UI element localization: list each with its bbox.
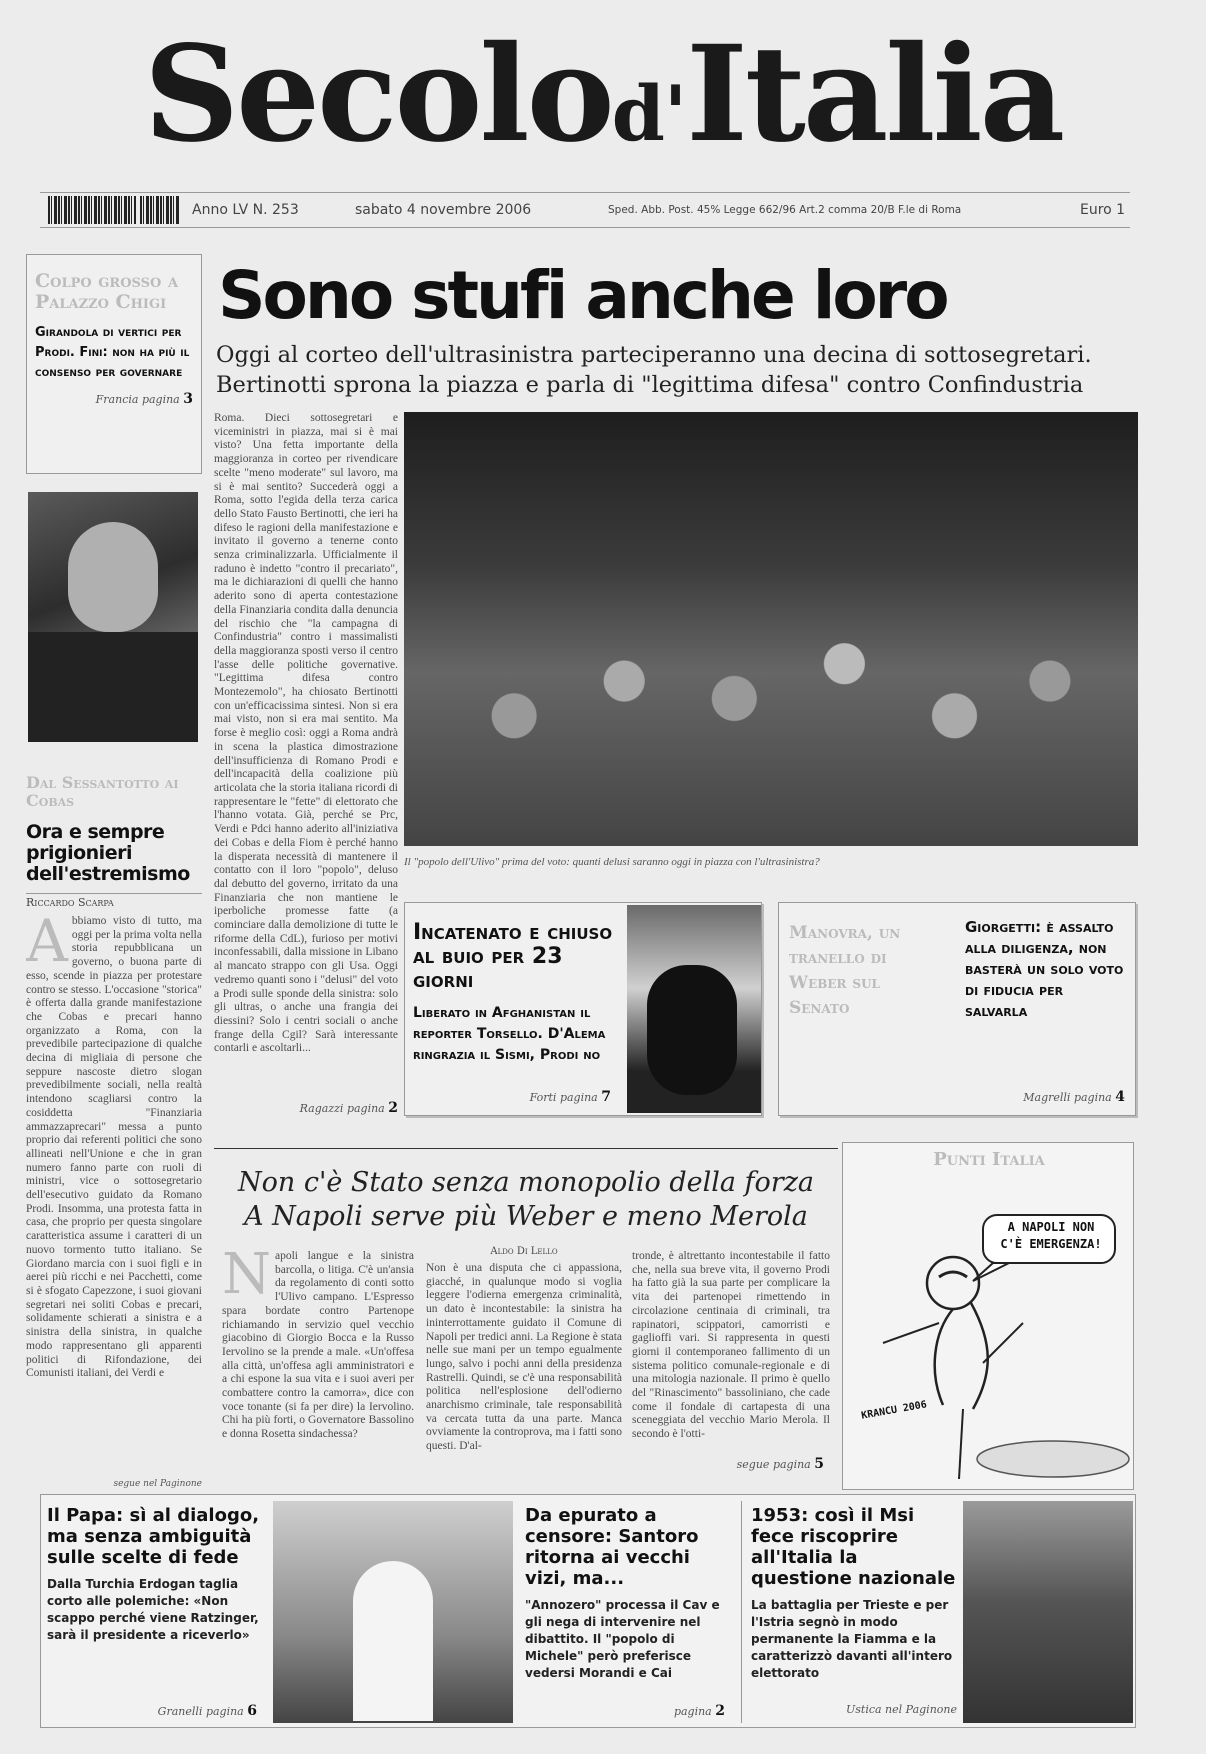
price: Euro 1 bbox=[1080, 202, 1126, 218]
postal-info: Sped. Abb. Post. 45% Legge 662/96 Art.2 comma 20/B F.le di Roma bbox=[608, 204, 962, 216]
masthead-logo: Secolod'Italia bbox=[143, 17, 1063, 172]
napoli-col2: Non è una disputa che ci appassiona, giacché, in qualunque modo si voglia leggere l'odierna emergenza criminalità, un dato è incontestabile: la sinistra ha ininterrottamente guidato il Comune di Napoli per tredici anni. La Regione è stata nelle sue mani per un tempo egualmente lungo, salvo i pochi anni della presidenza Rastrelli. Quindi, se c'è una responsabilità politica nell'esplosione dell'odierno anarchismo criminale, tale responsabilità va cercata tutta da una parte. Manca ovviamente la controprova, ma i fatti sono questi. D'al- bbox=[426, 1262, 622, 1453]
barcode-icon bbox=[48, 196, 136, 224]
santoro-story[interactable] bbox=[525, 1505, 737, 1725]
giorgetti-story[interactable] bbox=[778, 902, 1136, 1116]
main-photo bbox=[404, 412, 1138, 846]
giorgetti-ref: Magrelli pagina 4 bbox=[1023, 1089, 1125, 1105]
napoli-dropcap: N bbox=[222, 1250, 271, 1307]
main-photo-caption: Il "popolo dell'Ulivo" prima del voto: quanti delusi saranno oggi in piazza con l'ultrasinistra? bbox=[404, 856, 820, 868]
left-column bbox=[26, 254, 202, 1504]
napoli-col1: Napoli langue e la sinistra barcolla, o litiga. C'è un'ansia da regolamento di conti sotto l'Ulivo campano. L'Espresso spara bordate contro Partenope richiamando in servizio quel vecchio giacobino di Giorgio Bocca e la Russo Iervolino se la prende a male. «Un'offesa alla città, un'offesa agli amministratori e a chi espone la sua vita e i suoi averi per combattere contro la camorra», dice con voce tonante (si fa per dire) la Iervolino. Chi ha più forti, o Governatore Bassolino e donna Rosetta sindachessa? bbox=[222, 1250, 414, 1441]
giorgetti-title: Giorgetti: è assalto alla diligenza, non basterà un solo voto di fiducia per salvarla bbox=[965, 918, 1124, 1020]
napoli-ref: segue pagina 5 bbox=[736, 1456, 824, 1472]
napoli-title[interactable]: Non c'è Stato senza monopolio della forza A Napoli serve più Weber e meno Merola bbox=[237, 1167, 815, 1232]
issue-number: Anno LV N. 253 bbox=[192, 202, 299, 218]
msi-ref: Ustica nel Paginone bbox=[845, 1703, 957, 1716]
main-subheadline: Oggi al corteo dell'ultrasinistra parteciperanno una decina di sottosegretari. Bertinotti sprona la piazza e parla di "legittima difesa" contro Confindustria bbox=[216, 342, 1092, 398]
papa-story[interactable] bbox=[47, 1505, 267, 1725]
msi-story[interactable] bbox=[751, 1505, 957, 1725]
bottom-divider bbox=[741, 1501, 742, 1723]
issue-info-bar bbox=[40, 192, 1130, 228]
left-top-title: Girandola di vertici per Prodi. Fini: non ha più il consenso per governare bbox=[35, 325, 190, 380]
torsello-ref: Forti pagina 7 bbox=[529, 1089, 611, 1105]
papa-figure bbox=[353, 1561, 433, 1721]
editorial-title: Ora e sempre prigionieri dell'estremismo bbox=[26, 821, 190, 885]
left-top-story[interactable] bbox=[26, 254, 202, 474]
barcode-addon-icon bbox=[140, 196, 180, 224]
papa-title: Il Papa: sì al dialogo, ma senza ambiguità sulle scelte di fede bbox=[47, 1505, 260, 1568]
dropcap: A bbox=[26, 915, 68, 975]
cartoon-kicker: Punti Italia bbox=[933, 1149, 1045, 1170]
msi-sub: La battaglia per Trieste e per l'Istria segnò in modo permanente la Fiamma e la caratterizzò davanti all'intero elettorato bbox=[751, 1598, 953, 1680]
editorial-kicker: Dal Sessantotto ai Cobas bbox=[26, 773, 179, 810]
cartoon-box bbox=[842, 1142, 1134, 1490]
suit-shape bbox=[28, 632, 198, 742]
face-shape bbox=[68, 522, 158, 632]
napoli-col3: tronde, è altrettanto incontestabile il fatto che, nella sua breve vita, il governo Prodi ha fatto già la sua parte per complicare la vita dei partenopei rimettendo in circolazione centinaia di criminali, tra rapinatori, scippatori, camorristi e gaglioffi vari. Si rappresenta in questi giorni il contemporaneo fallimento di un sistema politico comunale-regionale e di una mitologia nazionale. Il primo è quello del "Rinascimento" bassoliniano, che cade come il fondale di cartapesta di una sceneggiata del vecchio Mario Merola. Il secondo è l'otti- bbox=[632, 1250, 830, 1441]
napoli-divider bbox=[214, 1148, 838, 1150]
main-headline[interactable]: Sono stufi anche loro bbox=[218, 257, 947, 334]
papa-ref: Granelli pagina 6 bbox=[157, 1703, 257, 1719]
editorial-body: Abbiamo visto di tutto, ma oggi per la prima volta nella storia repubblicana un governo, o buona parte di esso, scende in piazza per protestare contro se stesso. L'occasione "storica" è offerta dalla grande manifestazione che Cobas e precari hanno organizzato a Roma, con la prevedibile partecipazione di qualche decina di migliaia di persone che seppure nascoste dietro slogan prevedibilmente sociali, nella realtà intendono scagliarsi contro la cosiddetta "Finanziaria ammazzaprecari" messa a punto proprio dai referenti politici che sono allineati nell'Unione e che in gran numero fanno parte con ruoli di ministri, vice o sottosegretario dell'esecutivo guidato da Romano Prodi. Insomma, una protesta fatta in casa, che proprio per questa singolare caratteristica assume i caratteri di un nuovo tormento tutto italiano. Se Giordano marcia con i suoi figli e in aerei più ricchi e nei Pacchetti, come si è sfogato Capezzone, i suoi giovani segretari nei soliti Cobas e precari, solidamente schierati a sinistra e a sinistra della sinistra, in qualche modo rappresentano gli apparenti politici di Rifondazione, dei Comunisti italiani, dei Verdi e bbox=[26, 915, 202, 1380]
santoro-sub: "Annozero" processa il Cav e gli nega di intervenire nel dibattito. Il "popolo di Michele" però preferisce vedersi Morandi e Cai bbox=[525, 1598, 720, 1680]
lead-article-body: Roma. Dieci sottosegretari e viceministri in piazza, mai si è mai visto? Una fetta importante della maggioranza in corteo per rivendicare scelte "meno moderate" sul lavoro, ma si è mai sentito? Succederà oggi a Roma, sotto l'egida della terza carica dello Stato Fausto Bertinotti, che ieri ha difeso le ragioni della manifestazione e invitato il governo a tenerne conto senza criminalizzarla. Ufficialmente il raduno è indetto "contro il precariato", ma le dichiarazioni di quelli che hanno aderito sono di aperta contestazione della Finanziaria condita dalla denuncia del rischio che "la campagna di Confindustria" contro i massimalisti della maggioranza sposti verso il centro l'asse delle politiche governative. "Legittima difesa contro Montezemolo", ha chiosato Bertinotti con un'efficacissima sintesi. Non si era mai visto, non si era mai sentito. Ma forse è meglio così: oggi a Roma andrà in scena la plastica dimostrazione dell'insufficienza di Romano Prodi e dell'incapacità della coalizione più articolata che la storia italiana ricordi di rappresentare le "fette" di elettorato che l'hanno votata. Già, perché se Prc, Verdi e Pdci hanno aderito all'iniziativa dei Cobas e della Fiom è perché hanno la disperata necessità di mantenere il contatto con il loro "popolo", deluso dal debutto del governo, irritato da una Finanziaria che non mantiene le iperboliche promesse fatte (a cominciare dalla demolizione di tutte le riforme della CdL), furioso per motivi inconfessabili, dalla missione in Libano al mancato strappo con gli Usa. Oggi vedremo quanti sono i "delusi" del voto a Prodi sulle sponde della sinistra: solo gli ultras, o anche una frangia dei diessini? Solo i centri sociali o anche frange della Cgil? Sarà interessante contarli e ascoltarli... bbox=[214, 412, 398, 1055]
santoro-title: Da epurato a censore: Santoro ritorna ai vecchi vizi, ma... bbox=[525, 1505, 699, 1589]
beard-shape bbox=[647, 965, 737, 1095]
left-editorial[interactable] bbox=[26, 774, 202, 1504]
editorial-author: Riccardo Scarpa bbox=[26, 893, 202, 909]
issue-date: sabato 4 novembre 2006 bbox=[355, 202, 532, 218]
torsello-photo bbox=[627, 905, 761, 1113]
napoli-author: Aldo Di Lello bbox=[490, 1246, 558, 1257]
torsello-title: Incatenato e chiuso al buio per 23 giorni bbox=[413, 920, 613, 993]
santoro-ref: pagina 2 bbox=[673, 1703, 725, 1719]
cartoon-bubble-text: A NAPOLI NON C'È EMERGENZA! bbox=[1000, 1220, 1102, 1251]
msi-title: 1953: così il Msi fece riscoprire all'Italia la questione nazionale bbox=[751, 1505, 956, 1589]
papa-photo bbox=[273, 1501, 513, 1723]
bottom-strip bbox=[40, 1494, 1136, 1728]
giorgetti-kicker: Manovra, un tranello di Weber sul Senato bbox=[789, 923, 901, 1018]
torsello-sub: Liberato in Afghanistan il reporter Torsello. D'Alema ringrazia il Sismi, Prodi no bbox=[413, 1005, 606, 1063]
left-top-kicker: Colpo grosso a Palazzo Chigi bbox=[35, 270, 179, 313]
fini-photo bbox=[28, 492, 198, 742]
cartoon-signature: KRANCU 2006 bbox=[860, 1399, 928, 1422]
editorial-ref: segue nel Paginone bbox=[113, 1479, 202, 1489]
papa-sub: Dalla Turchia Erdogan taglia corto alle polemiche: «Non scappo perché viene Ratzinger, sarà il presidente a riceverlo» bbox=[47, 1577, 259, 1642]
lead-ref: Ragazzi pagina 2 bbox=[299, 1100, 398, 1116]
torsello-story[interactable] bbox=[404, 902, 762, 1116]
msi-photo bbox=[963, 1501, 1133, 1723]
left-top-ref: Francia pagina 3 bbox=[95, 391, 193, 407]
